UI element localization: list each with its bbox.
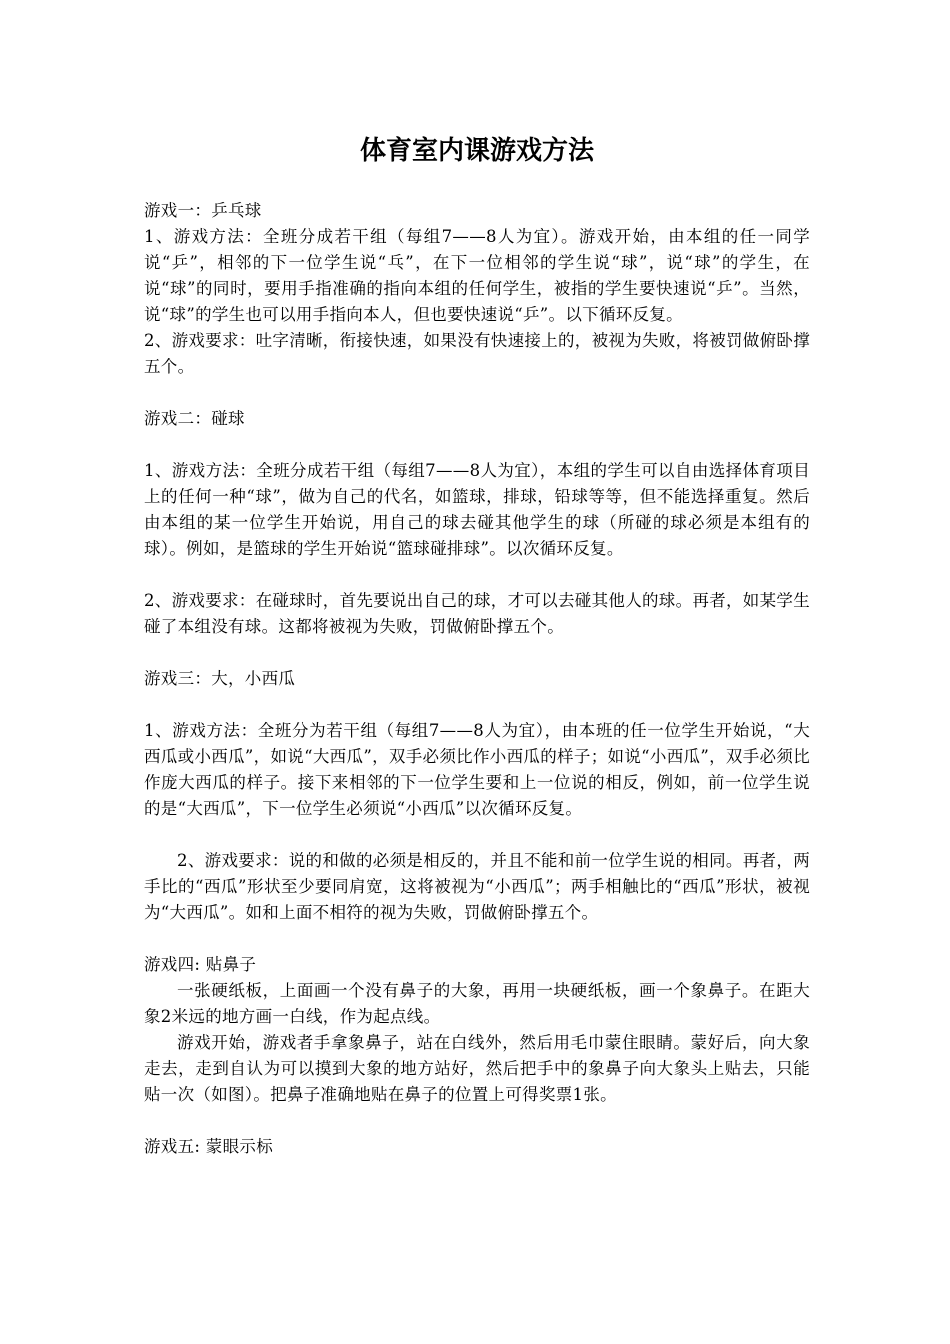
spacer xyxy=(144,926,810,952)
game-3-requirement: 2、游戏要求：说的和做的必须是相反的，并且不能和前一位学生说的相同。再者，两手比的“西瓜”形状至少要同肩宽，这将被视为“小西瓜”；两手相触比的“西瓜”形状，被视为“大西瓜”。如和上面不相符的视为失败，罚做俯卧撑五个。 xyxy=(144,851,810,922)
game-1-method: 1、游戏方法：全班分成若干组（每组7——8人为宜）。游戏开始，由本组的任一同学说“乒”，相邻的下一位学生说“乓”，在下一位相邻的学生说“球”，说“球”的学生，在说“球”的同时，要用手指准确的指向本组的任何学生，被指的学生要快速说“乒”。当然，说“球”的学生也可以用手指向本人，但也要快速说“乒”。以下循环反复。 xyxy=(144,227,810,324)
game-1-heading: 游戏一：乒乓球 xyxy=(144,201,262,220)
game-4-paragraph-1: 一张硬纸板，上面画一个没有鼻子的大象，再用一块硬纸板，画一个象鼻子。在距大象2米远的地方画一白线，作为起点线。 xyxy=(144,981,810,1026)
game-2-method: 1、游戏方法：全班分成若干组（每组7——8人为宜），本组的学生可以自由选择体育项目上的任何一种“球”，做为自己的代名，如篮球，排球，铅球等等，但不能选择重复。然后由本组的某一位学生开始说，用自己的球去碰其他学生的球（所碰的球必须是本组有的球）。例如，是篮球的学生开始说“篮球碰排球”。以次循环反复。 xyxy=(144,461,810,558)
game-4-heading: 游戏四: 贴鼻子 xyxy=(144,955,257,974)
spacer xyxy=(144,432,810,458)
spacer xyxy=(144,640,810,666)
game-5-heading: 游戏五: 蒙眼示标 xyxy=(144,1137,274,1156)
game-2-heading: 游戏二：碰球 xyxy=(144,409,245,428)
spacer xyxy=(144,822,810,848)
game-3-method: 1、游戏方法：全班分为若干组（每组7——8人为宜），由本班的任一位学生开始说，“大西瓜或小西瓜”，如说“大西瓜”，双手必须比作小西瓜的样子；如说“小西瓜”，双手必须比作庞大西瓜的样子。接下来相邻的下一位学生要和上一位说的相反，例如，前一位学生说的是“大西瓜”，下一位学生必须说“小西瓜”以次循环反复。 xyxy=(144,721,810,818)
spacer xyxy=(144,1108,810,1134)
game-1-requirement: 2、游戏要求：吐字清晰，衔接快速，如果没有快速接上的，被视为失败，将被罚做俯卧撑五个。 xyxy=(144,331,810,376)
spacer xyxy=(144,562,810,588)
spacer xyxy=(144,692,810,718)
document-page xyxy=(144,130,810,1160)
spacer xyxy=(144,380,810,406)
game-3-heading: 游戏三：大，小西瓜 xyxy=(144,669,296,688)
document-title: 体育室内课游戏方法 xyxy=(359,136,594,166)
game-4-paragraph-2: 游戏开始，游戏者手拿象鼻子，站在白线外，然后用毛巾蒙住眼睛。蒙好后，向大象走去，走到自认为可以摸到大象的地方站好，然后把手中的象鼻子向大象头上贴去，只能贴一次（如图）。把鼻子准确地贴在鼻子的位置上可得奖票1张。 xyxy=(144,1033,810,1104)
game-2-requirement: 2、游戏要求：在碰球时，首先要说出自己的球，才可以去碰其他人的球。再者，如某学生碰了本组没有球。这都将被视为失败，罚做俯卧撑五个。 xyxy=(144,591,810,636)
